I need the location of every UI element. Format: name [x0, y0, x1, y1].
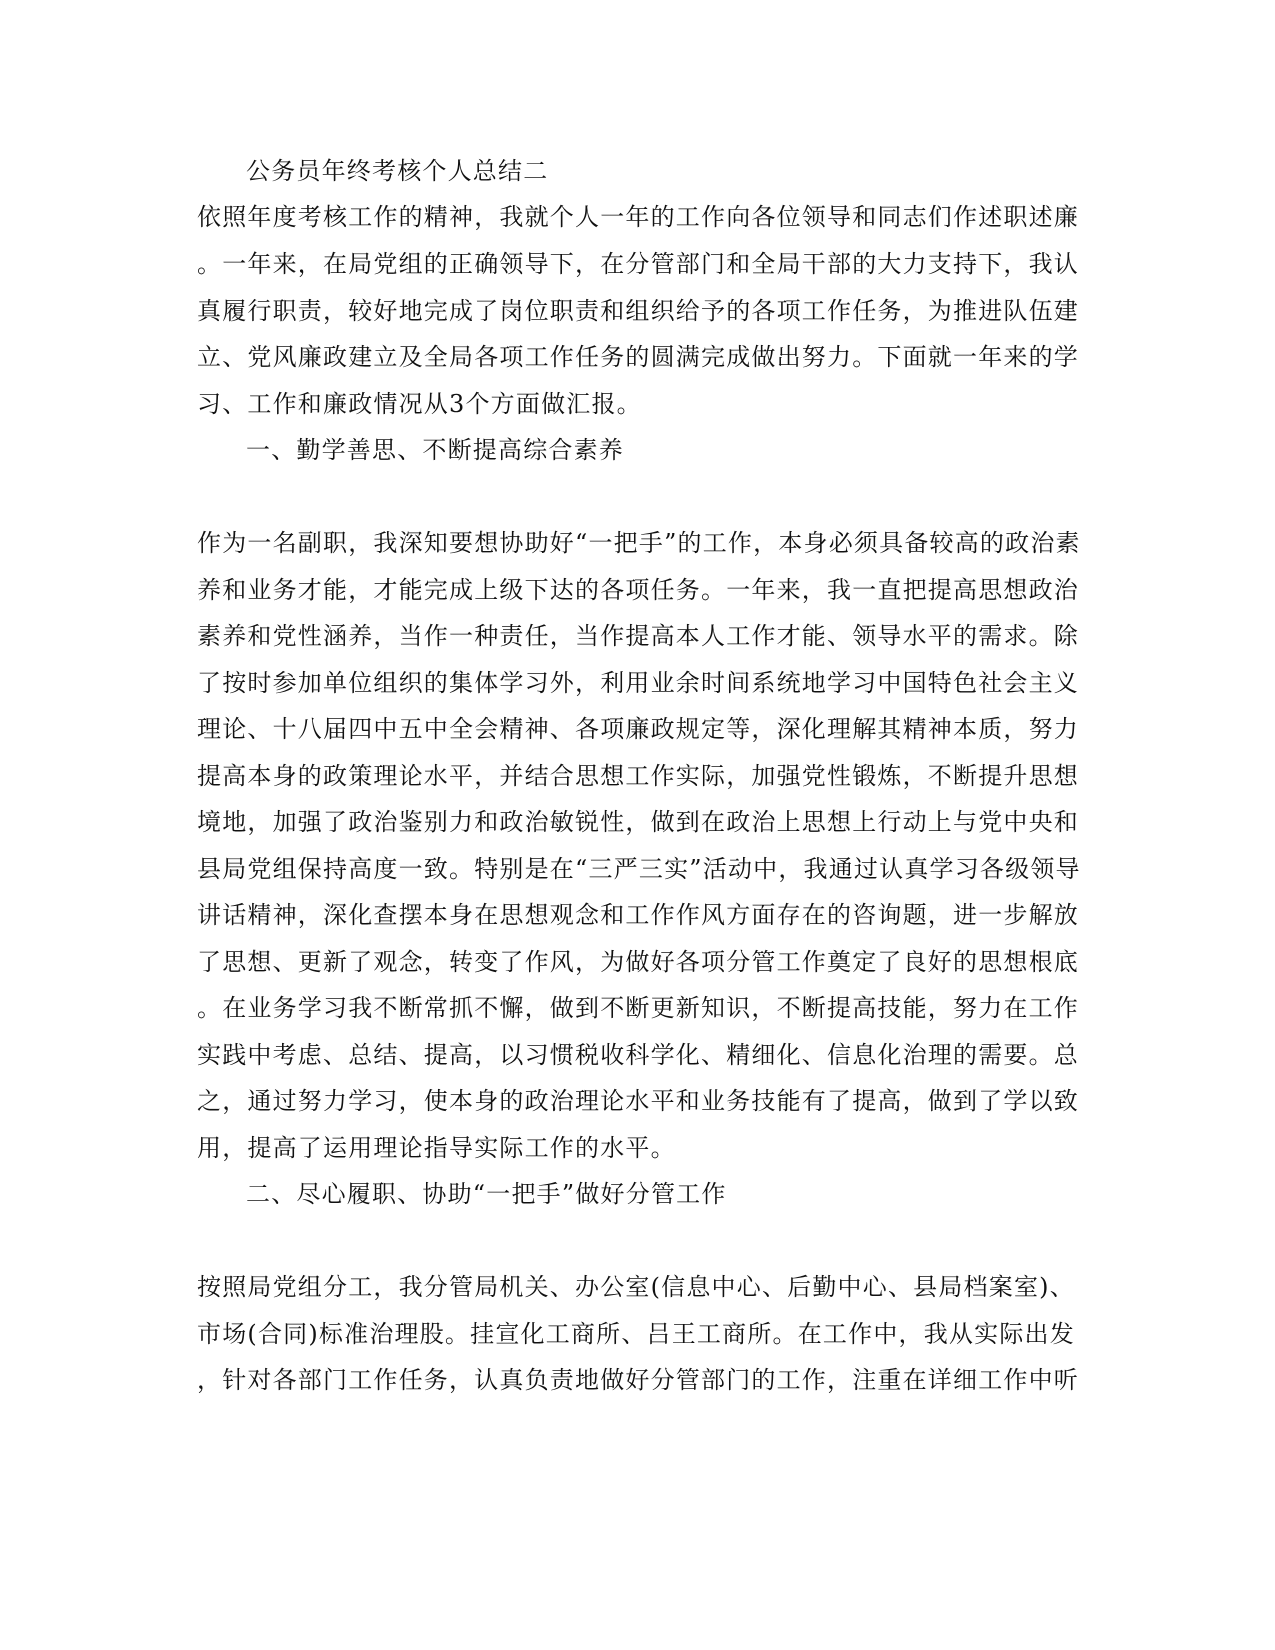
section1-line: 讲话精神，深化查摆本身在思想观念和工作作风方面存在的咨询题，进一步解放 [197, 901, 1079, 929]
section1-line: 用，提高了运用理论指导实际工作的水平。 [197, 1134, 676, 1162]
document-title: 公务员年终考核个人总结二 [246, 157, 549, 185]
section1-line: 县局党组保持高度一致。特别是在“三严三实”活动中，我通过认真学习各级领导 [197, 855, 1081, 883]
section1-line: 实践中考虑、总结、提高，以习惯税收科学化、精细化、信息化治理的需要。总 [197, 1041, 1079, 1069]
section2-line: 按照局党组分工，我分管局机关、办公室(信息中心、后勤中心、县局档案室)、 [197, 1273, 1075, 1301]
intro-line: 依照年度考核工作的精神，我就个人一年的工作向各位领导和同志们作述职述廉 [197, 203, 1079, 231]
section1-line: 了按时参加单位组织的集体学习外，利用业余时间系统地学习中国特色社会主义 [197, 669, 1079, 697]
section2-line: ，针对各部门工作任务，认真负责地做好分管部门的工作，注重在详细工作中听 [197, 1366, 1079, 1394]
section1-line: 了思想、更新了观念，转变了作风，为做好各项分管工作奠定了良好的思想根底 [197, 948, 1079, 976]
section1-line: 理论、十八届四中五中全会精神、各项廉政规定等，深化理解其精神本质，努力 [197, 715, 1079, 743]
section-heading-2: 二、尽心履职、协助“一把手”做好分管工作 [246, 1180, 727, 1208]
section1-line: 提高本身的政策理论水平，并结合思想工作实际，加强党性锻炼，不断提升思想 [197, 762, 1079, 790]
section1-line: 养和业务才能，才能完成上级下达的各项任务。一年来，我一直把提高思想政治 [197, 576, 1079, 604]
section1-line: 之，通过努力学习，使本身的政治理论水平和业务技能有了提高，做到了学以致 [197, 1087, 1079, 1115]
intro-line: 真履行职责，较好地完成了岗位职责和组织给予的各项工作任务，为推进队伍建 [197, 297, 1079, 325]
intro-line: 习、工作和廉政情况从3个方面做汇报。 [197, 390, 642, 418]
section-heading-1: 一、勤学善思、不断提高综合素养 [246, 436, 624, 464]
section1-line: 作为一名副职，我深知要想协助好“一把手”的工作，本身必须具备较高的政治素 [197, 529, 1081, 557]
section1-line: 素养和党性涵养，当作一种责任，当作提高本人工作才能、领导水平的需求。除 [197, 622, 1079, 650]
section2-line: 市场(合同)标准治理股。挂宣化工商所、吕王工商所。在工作中，我从实际出发 [197, 1320, 1075, 1348]
intro-line: 立、党风廉政建立及全局各项工作任务的圆满完成做出努力。下面就一年来的学 [197, 343, 1079, 371]
section1-line: 。在业务学习我不断常抓不懈，做到不断更新知识，不断提高技能，努力在工作 [197, 994, 1079, 1022]
intro-line: 。一年来，在局党组的正确领导下，在分管部门和全局干部的大力支持下，我认 [197, 250, 1079, 278]
section1-line: 境地，加强了政治鉴别力和政治敏锐性，做到在政治上思想上行动上与党中央和 [197, 808, 1079, 836]
